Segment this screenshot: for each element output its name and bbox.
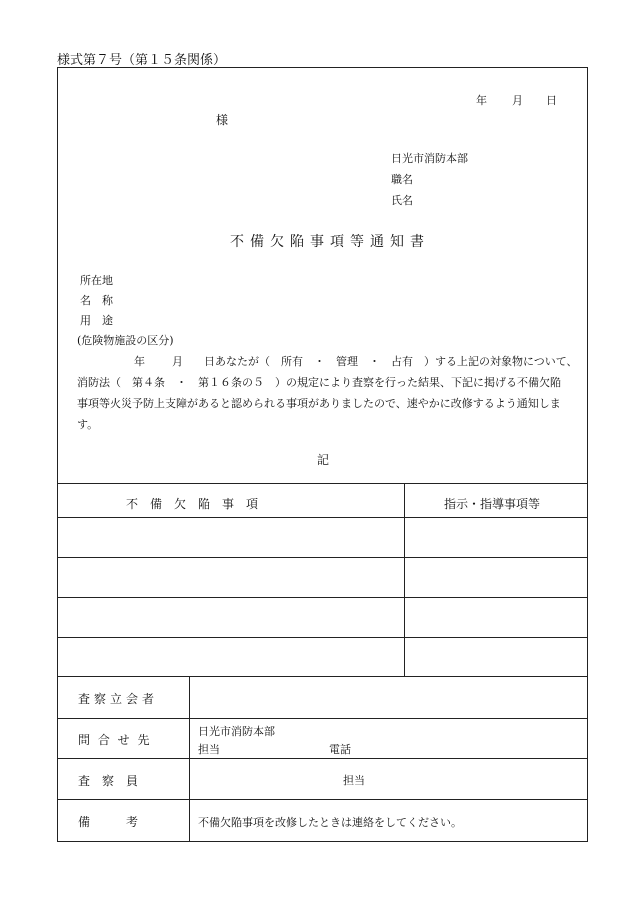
notice-line-1: 日あなたが（ 所有 ・ 管理 ・ 占有 ）する上記の対象物について、 (204, 355, 578, 368)
info-row-rule (58, 799, 587, 800)
ki-mark: 記 (317, 453, 330, 467)
sender-org: 日光市消防本部 (391, 152, 468, 165)
table-row-rule (58, 597, 587, 598)
field-name: 名 称 (80, 294, 113, 307)
date-day: 日 (546, 94, 557, 107)
notice-line-2: 消防法（ 第４条 ・ 第１６条の５ ）の規定により査察を行った結果、下記に掲げる不備欠陥 (77, 376, 561, 389)
addressee-suffix: 様 (216, 113, 229, 127)
table-column-divider (404, 483, 405, 676)
inspector-person: 担当 (343, 774, 365, 787)
label-remarks: 備 考 (78, 815, 139, 829)
notice-line-3: 事項等火災予防上支障があると認められる事項がありましたので、速やかに改修するよう通知しま (77, 397, 561, 410)
date-year: 年 (476, 94, 487, 107)
table-row-rule (58, 637, 587, 638)
notice-line-4: す。 (77, 418, 99, 431)
label-inspector: 査 察 員 (78, 774, 139, 788)
table-row-rule (58, 557, 587, 558)
field-location: 所在地 (80, 274, 113, 287)
label-contact: 問 合 せ 先 (78, 733, 152, 747)
notice-form (57, 67, 588, 842)
field-hazard-class: (危険物施設の区分) (77, 334, 174, 347)
sender-position: 職名 (391, 173, 413, 186)
label-witness: 査察立会者 (78, 692, 159, 706)
info-row-rule (58, 718, 587, 719)
notice-year: 年 (134, 355, 145, 368)
document-title: 不備欠陥事項等通知書 (230, 234, 430, 250)
notice-month: 月 (172, 355, 183, 368)
remarks-text: 不備欠陥事項を改修したときは連絡をしてください。 (198, 816, 462, 829)
contact-person: 担当 (198, 743, 220, 756)
date-month: 月 (512, 94, 523, 107)
header-instruction: 指示・指導事項等 (444, 497, 541, 511)
table-row-rule (58, 517, 587, 518)
form-number: 様式第７号（第１５条関係） (57, 53, 227, 68)
contact-phone: 電話 (329, 743, 351, 756)
contact-org: 日光市消防本部 (198, 725, 275, 738)
table-bottom-rule (58, 676, 587, 677)
header-deficiency: 不 備 欠 陥 事 項 (126, 497, 259, 511)
sender-name: 氏名 (391, 194, 413, 207)
table-top-rule (58, 483, 587, 484)
info-row-rule (58, 758, 587, 759)
field-use: 用 途 (80, 314, 113, 327)
